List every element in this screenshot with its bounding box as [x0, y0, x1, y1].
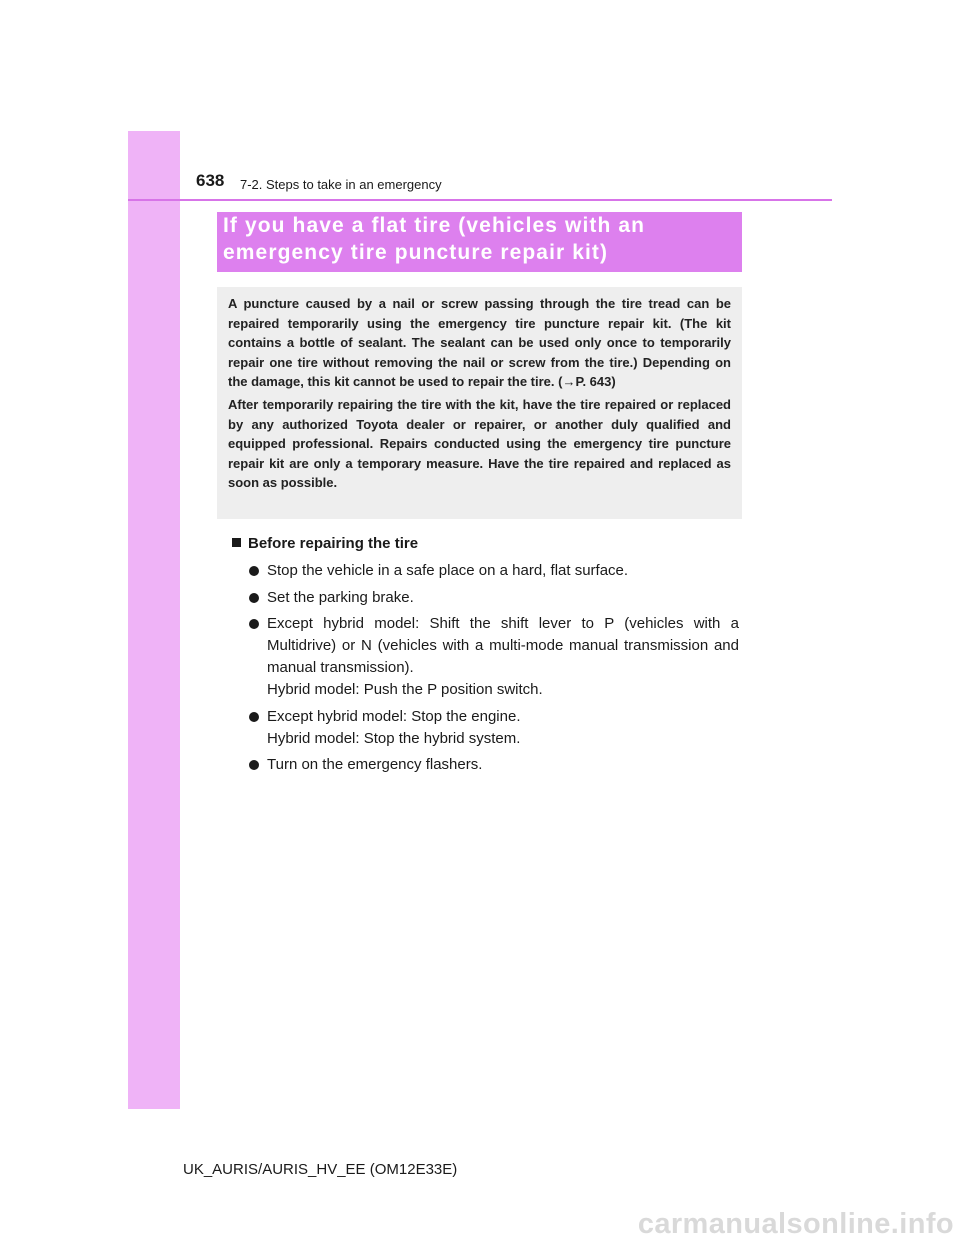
- section-label: 7-2. Steps to take in an emergency: [240, 177, 442, 192]
- before-repair-list: [249, 560, 739, 781]
- document-code: UK_AURIS/AURIS_HV_EE (OM12E33E): [183, 1161, 458, 1178]
- chapter-side-tab: [128, 131, 180, 1109]
- list-item: [249, 560, 739, 582]
- list-item-text: Turn on the emergency flashers.: [267, 756, 483, 774]
- list-item-text: Set the parking brake.: [267, 588, 414, 606]
- list-item: [249, 706, 739, 750]
- intro-paragraph-1-text: A puncture caused by a nail or screw passing through the tire tread can be repaired temporarily using the emergency tire puncture repair kit. (The kit contains a bottle of sealant. The sealant can be used only once to temporarily repair one tire without removing the nail or screw from the tire.) Depending on the damage, this kit cannot be used to repair the tire. (: [228, 296, 731, 390]
- before-repair-heading-text: Before repairing the tire: [248, 535, 419, 552]
- page-number: 638: [196, 171, 225, 190]
- watermark: carmanualsonline.info: [637, 1208, 954, 1240]
- list-item: [249, 613, 739, 701]
- list-item-text-secondary: Hybrid model: Push the P position switch.: [267, 681, 543, 699]
- list-item-text-secondary: Hybrid model: Stop the hybrid system.: [267, 729, 521, 747]
- list-item-text: Except hybrid model: Stop the engine.: [267, 707, 521, 725]
- before-repair-heading: [232, 535, 418, 552]
- intro-paragraph-2: After temporarily repairing the tire with the kit, have the tire repaired or replaced by any authorized Toyota dealer or repairer, or another duly qualified and equipped professional. Repairs conducted using the emergency tire puncture repair kit are only a temporary measure. Have the tire repaired and replaced as soon as possible.: [228, 396, 731, 491]
- bullet-dot-icon: [249, 712, 259, 722]
- header-divider: [128, 199, 832, 201]
- section-title-line-1: If you have a flat tire (vehicles with an: [223, 214, 646, 237]
- list-item: [249, 754, 739, 776]
- section-title-bar: [217, 212, 742, 272]
- arrow-icon: →: [562, 374, 576, 390]
- square-bullet-icon: [232, 538, 241, 547]
- bullet-dot-icon: [249, 593, 259, 603]
- list-item: [249, 587, 739, 609]
- intro-box: [217, 287, 742, 519]
- bullet-dot-icon: [249, 760, 259, 770]
- bullet-dot-icon: [249, 619, 259, 629]
- bullet-dot-icon: [249, 566, 259, 576]
- section-title-line-2: emergency tire puncture repair kit): [223, 241, 609, 264]
- list-item-text: Stop the vehicle in a safe place on a hard, flat surface.: [267, 562, 629, 579]
- list-item-text: Except hybrid model: Shift the shift lever to P (vehicles with a Multidrive) or N (vehicles with a multi-mode manual transmission and manual transmission).: [267, 615, 739, 677]
- page-reference-link[interactable]: P. 643): [575, 374, 616, 390]
- intro-paragraph-1: [228, 294, 731, 392]
